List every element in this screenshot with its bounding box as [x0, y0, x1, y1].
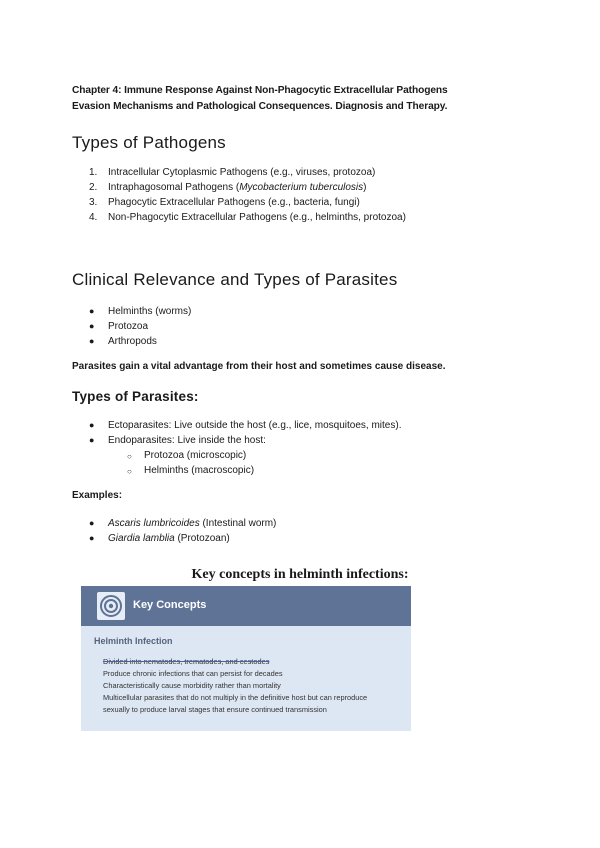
parasite-statement: Parasites gain a vital advantage from their host and sometimes cause disease.: [72, 361, 446, 372]
list-item: ● Protozoa: [89, 321, 149, 332]
parasite-types-list: [72, 418, 401, 478]
key-concepts-list: [103, 656, 367, 716]
list-item: ● Ectoparasites: Live outside the host (e.g., lice, mosquitoes, mites).: [89, 420, 402, 431]
list-item: Produce chronic infections that can persist for decades: [103, 669, 283, 678]
list-item: ● Arthropods: [89, 336, 157, 347]
list-item: ● Helminths (worms): [89, 306, 192, 317]
target-icon: [97, 592, 125, 620]
list-item: sexually to produce larval stages that ensure continued transmission: [103, 705, 327, 714]
pathogens-list: [72, 165, 406, 225]
figure-caption: Key concepts in helminth infections:: [191, 567, 409, 582]
list-item: Characteristically cause morbidity rather than mortality: [103, 681, 281, 690]
list-item: 4. Non-Phagocytic Extracellular Pathogens (e.g., helminths, protozoa): [89, 212, 406, 223]
key-concepts-header: [81, 586, 411, 626]
parasite-types-heading: Types of Parasites:: [72, 389, 199, 404]
list-item: 3. Phagocytic Extracellular Pathogens (e.g., bacteria, fungi): [89, 197, 360, 208]
key-concepts-figure: [81, 586, 411, 731]
list-item: 2. Intraphagosomal Pathogens (Mycobacterium tuberculosis): [89, 182, 367, 193]
list-item: ● Giardia lamblia (Protozoan): [89, 533, 230, 544]
list-item: Multicellular parasites that do not multiply in the definitive host but can reproduce: [103, 693, 368, 702]
helminth-infection-subtitle: Helminth Infection: [94, 636, 173, 646]
chapter-title: Chapter 4: Immune Response Against Non-Phagocytic Extracellular Pathogens Evasion Mechanisms and Pathological Consequences. Diagnosis and Therapy.: [72, 85, 448, 112]
examples-list: [72, 516, 276, 546]
list-item: ○ Helminths (macroscopic): [127, 465, 255, 476]
parasite-groups-list: [72, 304, 191, 349]
pathogens-heading: Types of Pathogens: [72, 133, 226, 152]
list-item: Divided into nematodes, trematodes, and cestodes: [103, 657, 270, 666]
key-concepts-title: Key Concepts: [133, 599, 207, 611]
list-item: ○ Protozoa (microscopic): [127, 450, 247, 461]
list-item: ● Ascaris lumbricoides (Intestinal worm): [89, 518, 277, 529]
list-item: 1. Intracellular Cytoplasmic Pathogens (e.g., viruses, protozoa): [89, 167, 376, 178]
clinical-heading: Clinical Relevance and Types of Parasites: [72, 270, 398, 289]
examples-heading: Examples:: [72, 490, 123, 501]
list-item: ● Endoparasites: Live inside the host:: [89, 435, 266, 446]
